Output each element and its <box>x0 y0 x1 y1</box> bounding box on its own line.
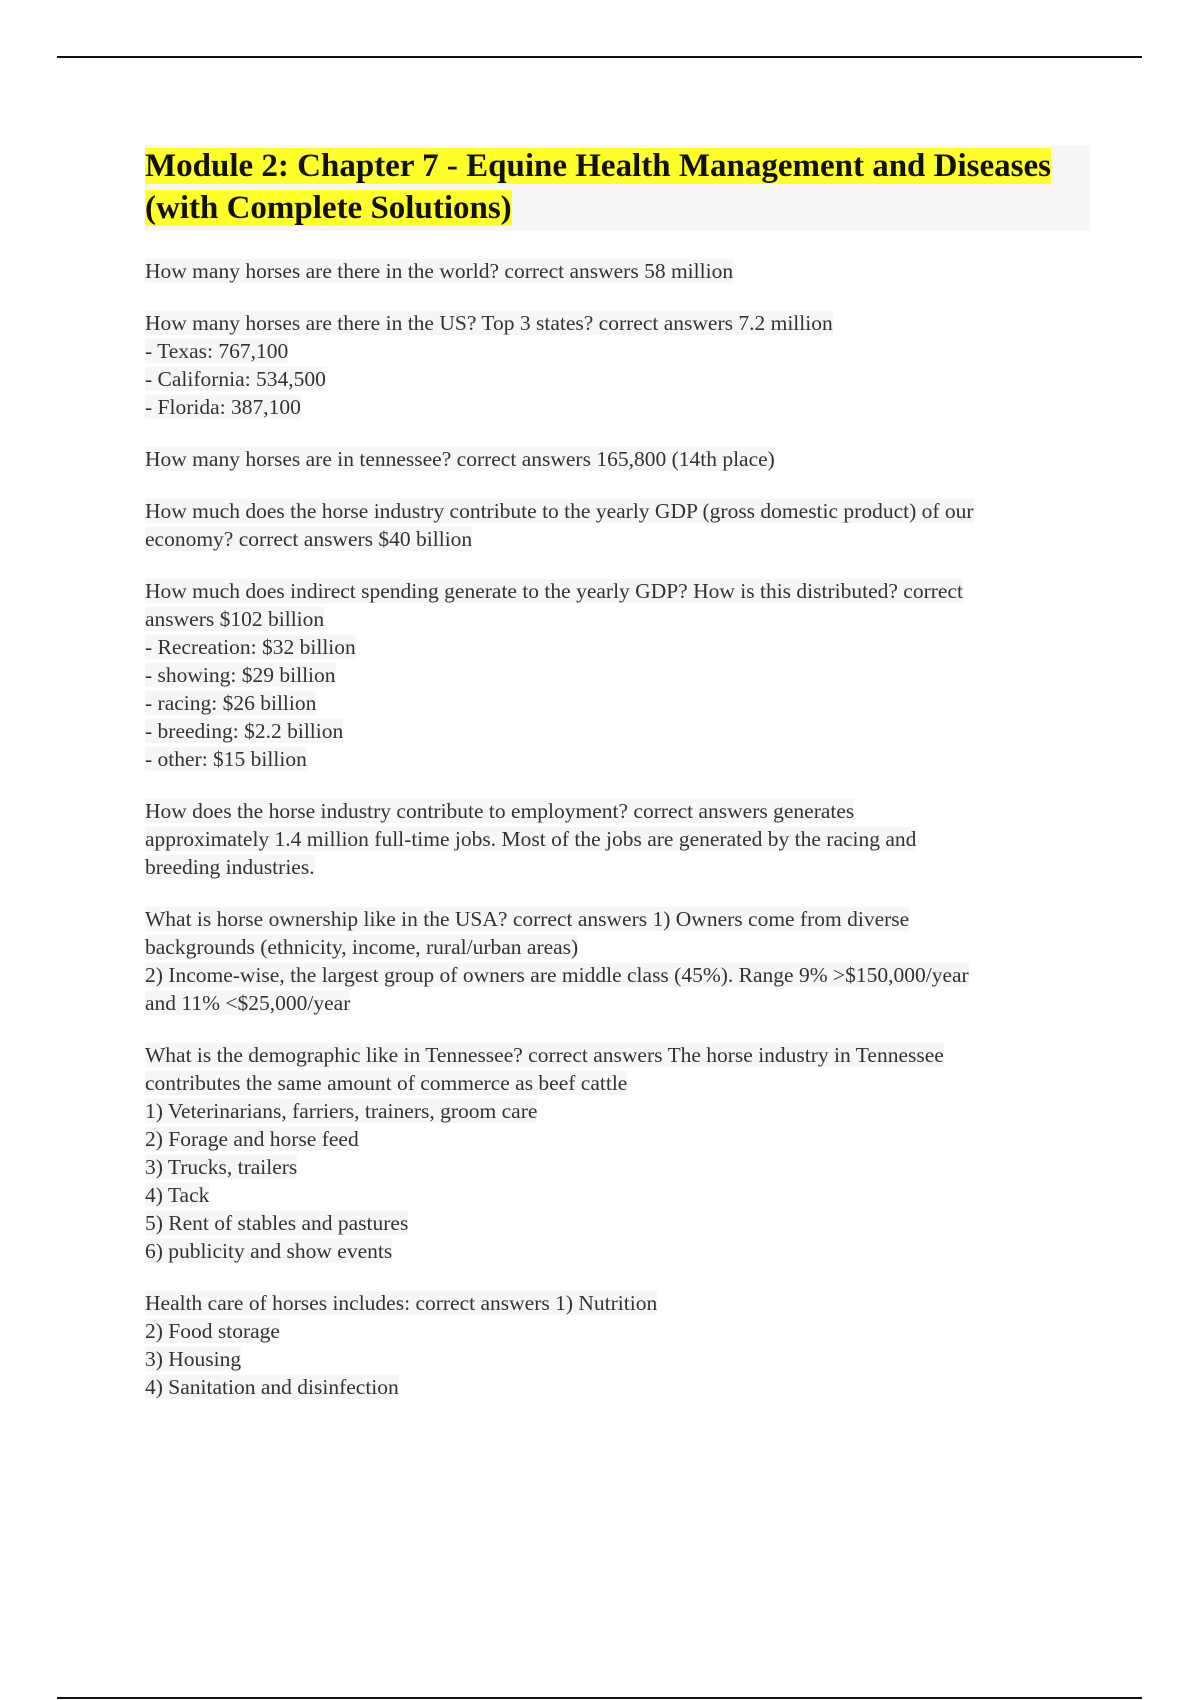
qa-answer-line <box>145 825 1090 853</box>
qa-answer-line <box>145 961 1090 989</box>
qa-line-text: 3) Trucks, trailers <box>145 1155 298 1179</box>
qa-line-text: Health care of horses includes: correct answers 1) Nutrition <box>145 1291 658 1315</box>
qa-answer-line <box>145 853 1090 881</box>
qa-answer-line <box>145 1181 1090 1209</box>
document-body <box>145 145 1090 1425</box>
qa-line-text: 2) Forage and horse feed <box>145 1127 359 1151</box>
qa-question-line <box>145 445 1090 473</box>
top-rule <box>57 56 1142 58</box>
qa-block <box>145 1289 1090 1401</box>
qa-line-text: backgrounds (ethnicity, income, rural/urban areas) <box>145 935 579 959</box>
qa-answer-line <box>145 337 1090 365</box>
qa-line-text: - racing: $26 billion <box>145 691 317 715</box>
qa-line-text: 6) publicity and show events <box>145 1239 393 1263</box>
qa-answer-line <box>145 989 1090 1017</box>
qa-line-text: - Recreation: $32 billion <box>145 635 356 659</box>
qa-line-text: 3) Housing <box>145 1347 242 1371</box>
qa-line-text: 2) Food storage <box>145 1319 280 1343</box>
qa-answer-line <box>145 365 1090 393</box>
qa-line-text: How does the horse industry contribute to employment? correct answers generates <box>145 799 855 823</box>
qa-line-text: What is horse ownership like in the USA? correct answers 1) Owners come from diverse <box>145 907 910 931</box>
qa-answer-line <box>145 1069 1090 1097</box>
qa-answer-line <box>145 1317 1090 1345</box>
qa-answer-line <box>145 689 1090 717</box>
title-block <box>145 145 1090 231</box>
qa-line-text: How many horses are in tennessee? correct answers 165,800 (14th place) <box>145 447 775 471</box>
qa-line-text: - Florida: 387,100 <box>145 395 301 419</box>
qa-line-text: approximately 1.4 million full-time jobs. Most of the jobs are generated by the racing and <box>145 827 917 851</box>
qa-line-text: - breeding: $2.2 billion <box>145 719 344 743</box>
qa-line-text: 5) Rent of stables and pastures <box>145 1211 409 1235</box>
qa-answer-line <box>145 1153 1090 1181</box>
qa-line-text: - Texas: 767,100 <box>145 339 289 363</box>
qa-answer-line <box>145 661 1090 689</box>
qa-question-line <box>145 905 1090 933</box>
qa-line-text: How much does indirect spending generate to the yearly GDP? How is this distributed? correct <box>145 579 963 603</box>
qa-question-line <box>145 1041 1090 1069</box>
qa-answer-line <box>145 393 1090 421</box>
qa-line-text: What is the demographic like in Tennessee? correct answers The horse industry in Tennessee <box>145 1043 944 1067</box>
qa-line-text: - California: 534,500 <box>145 367 326 391</box>
qa-block <box>145 905 1090 1017</box>
qa-line-text: 1) Veterinarians, farriers, trainers, groom care <box>145 1099 538 1123</box>
qa-answer-line <box>145 933 1090 961</box>
qa-question-line <box>145 309 1090 337</box>
qa-line-text: How many horses are there in the US? Top 3 states? correct answers 7.2 million <box>145 311 833 335</box>
qa-answer-line <box>145 1345 1090 1373</box>
qa-question-line <box>145 497 1090 525</box>
qa-answer-line <box>145 745 1090 773</box>
qa-line-text: 2) Income-wise, the largest group of owners are middle class (45%). Range 9% >$150,000/year <box>145 963 969 987</box>
qa-line-text: - showing: $29 billion <box>145 663 336 687</box>
qa-block <box>145 445 1090 473</box>
qa-block <box>145 577 1090 773</box>
qa-block <box>145 1041 1090 1265</box>
qa-line-text: and 11% <$25,000/year <box>145 991 351 1015</box>
qa-answer-line <box>145 1373 1090 1401</box>
qa-line-text: economy? correct answers $40 billion <box>145 527 473 551</box>
qa-block <box>145 309 1090 421</box>
qa-answer-line <box>145 717 1090 745</box>
qa-answer-line <box>145 525 1090 553</box>
qa-answer-line <box>145 633 1090 661</box>
qa-list <box>145 257 1090 1401</box>
qa-block <box>145 497 1090 553</box>
qa-block <box>145 257 1090 285</box>
qa-answer-line <box>145 1209 1090 1237</box>
qa-line-text: - other: $15 billion <box>145 747 307 771</box>
qa-answer-line <box>145 1125 1090 1153</box>
qa-answer-line <box>145 1237 1090 1265</box>
qa-line-text: breeding industries. <box>145 855 315 879</box>
qa-line-text: How much does the horse industry contribute to the yearly GDP (gross domestic product) of our <box>145 499 974 523</box>
document-title-text: Module 2: Chapter 7 - Equine Health Management and Diseases (with Complete Solutions) <box>145 148 1051 226</box>
qa-line-text: answers $102 billion <box>145 607 325 631</box>
qa-answer-line <box>145 605 1090 633</box>
qa-question-line <box>145 257 1090 285</box>
qa-question-line <box>145 797 1090 825</box>
bottom-rule <box>57 1697 1142 1699</box>
qa-block <box>145 797 1090 881</box>
qa-line-text: How many horses are there in the world? correct answers 58 million <box>145 259 734 283</box>
qa-line-text: contributes the same amount of commerce as beef cattle <box>145 1071 628 1095</box>
qa-line-text: 4) Sanitation and disinfection <box>145 1375 399 1399</box>
qa-question-line <box>145 577 1090 605</box>
qa-line-text: 4) Tack <box>145 1183 210 1207</box>
document-title <box>145 145 1090 229</box>
qa-answer-line <box>145 1097 1090 1125</box>
qa-question-line <box>145 1289 1090 1317</box>
